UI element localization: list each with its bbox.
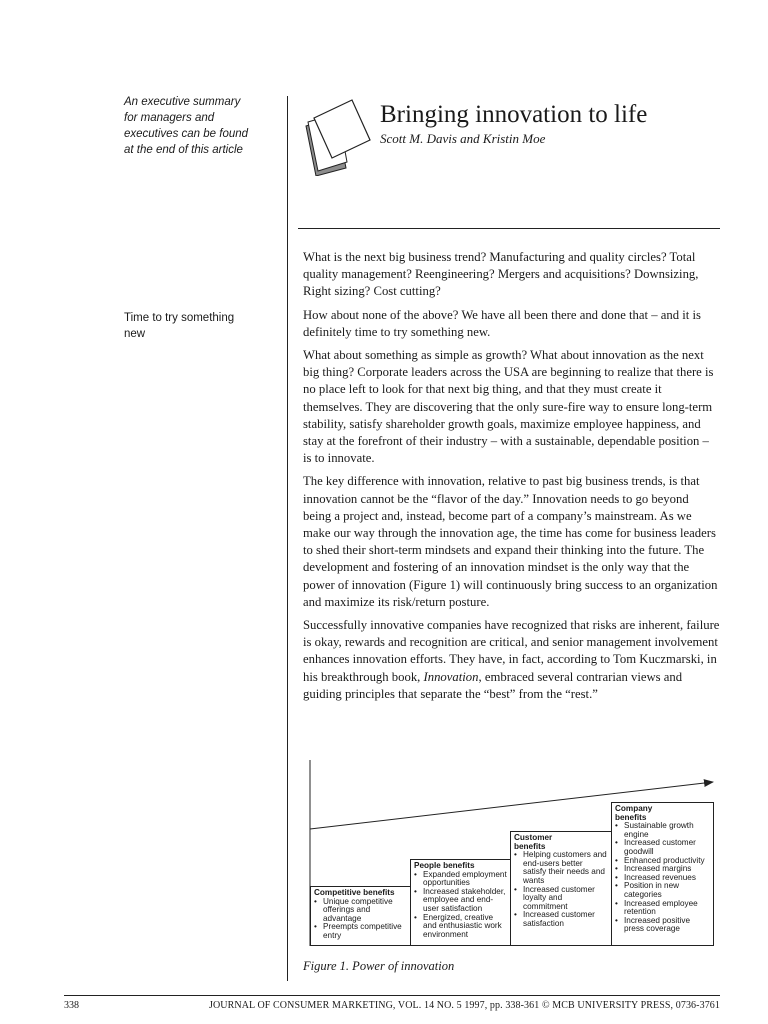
people-benefits-box [410,859,511,946]
benefit-item: • Helping customers and end-users better satisfy their needs and wants [514,851,608,885]
benefit-item: • Preempts competitive entry [314,923,407,940]
company-benefits-box [611,802,714,946]
benefit-item: • Increased stakeholder, employee and end-user satisfaction [414,888,507,914]
summary-line: at the end of this article [124,144,243,156]
figure-caption: Figure 1. Power of innovation [303,959,455,973]
benefit-item: • Increased customer satisfaction [514,911,608,928]
paragraph: What about something as simple as growth? What about innovation as the next big thing? Corporate leaders across the USA are beginning to realize that there is no place left to look for that next big thing, and that they must create it themselves. They are discovering that the only sure-fire way to ensure long-term stability, satisfy shareholder growth goals, maximize employee happiness, and stay at the forefront of their industry – with a sustainable, dependable position – is to innovate. [303,348,714,466]
benefit-item: • Increased revenues [615,874,710,883]
benefit-item: • Increased employee retention [615,900,710,917]
benefit-item: • Increased customer loyalty and commitment [514,886,608,912]
benefit-item: • Enhanced productivity [615,857,710,866]
executive-summary-note [124,94,274,158]
figure-power-of-innovation [303,758,720,953]
box-title: Company benefits [615,804,653,822]
benefit-item: • Energized, creative and enthusiastic work environment [414,914,507,940]
benefit-item: • Increased customer goodwill [615,839,710,856]
margin-note-line: new [124,328,146,340]
summary-line: for managers and [124,112,215,124]
book-title: Innovation [423,669,479,684]
margin-note-line: Time to try something [124,312,235,324]
journal-citation: JOURNAL OF CONSUMER MARKETING, VOL. 14 NO. 5 1997, pp. 338-361 © MCB UNIVERSITY PRESS, 0736-3761 [208,1000,720,1011]
article-title: Bringing innovation to life [380,101,648,128]
benefit-item: • Expanded employment opportunities [414,871,507,888]
benefit-item: • Sustainable growth engine [615,822,710,839]
article-body [303,249,720,709]
paragraph-text: , embraced several contrarian views and guiding principles that separate the “best” from the “rest.” [303,669,683,701]
competitive-benefits-box [310,886,411,946]
benefit-item: • Increased margins [615,865,710,874]
box-title: Customer benefits [514,833,553,851]
customer-benefits-box [510,831,612,946]
title-rule [298,228,720,229]
paragraph [303,617,720,703]
benefit-item: • Position in new categories [615,882,710,899]
summary-line: executives can be found [124,128,249,140]
paragraph: The key difference with innovation, relative to past big business trends, is that innovation cannot be the “flavor of the day.” Innovation needs to go beyond being a project and, instead, become part of a company’s mainstream. As we make our way through the innovation age, the time has come for business leaders to shed their short-term mindsets and expand their thinking into the future. The development and fostering of an innovation mindset is the only way that the power of innovation (Figure 1) will continuously bring success to an organization and maximize its risk/return posture. [303,474,718,609]
footer-rule [64,995,720,996]
page-number: 338 [64,1000,79,1011]
column-divider [287,96,288,981]
paragraph: What is the next big business trend? Manufacturing and quality circles? Total quality management? Reengineering? Mergers and acquisitions? Downsizing, Right sizing? Cost cutting? [303,250,699,299]
box-title: Competitive benefits [314,888,395,897]
margin-note [124,310,264,342]
box-title: People benefits [414,861,475,870]
summary-line: An executive summary [124,96,241,108]
benefit-item: • Increased positive press coverage [615,917,710,934]
benefit-item: • Unique competitive offerings and advantage [314,898,407,924]
paragraph-text: Successfully innovative companies have recognized that risks are inherent, failure is okay, rewards and recognition are critical, and senior management involvement enhances innovation efforts. They have, in fact, according to Tom Kuczmarski, in his breakthrough book, [303,618,720,684]
journal-logo-icon [300,92,378,176]
paragraph: How about none of the above? We have all been there and done that – and it is definitely time to try something new. [303,307,701,339]
article-authors: Scott M. Davis and Kristin Moe [380,131,546,146]
